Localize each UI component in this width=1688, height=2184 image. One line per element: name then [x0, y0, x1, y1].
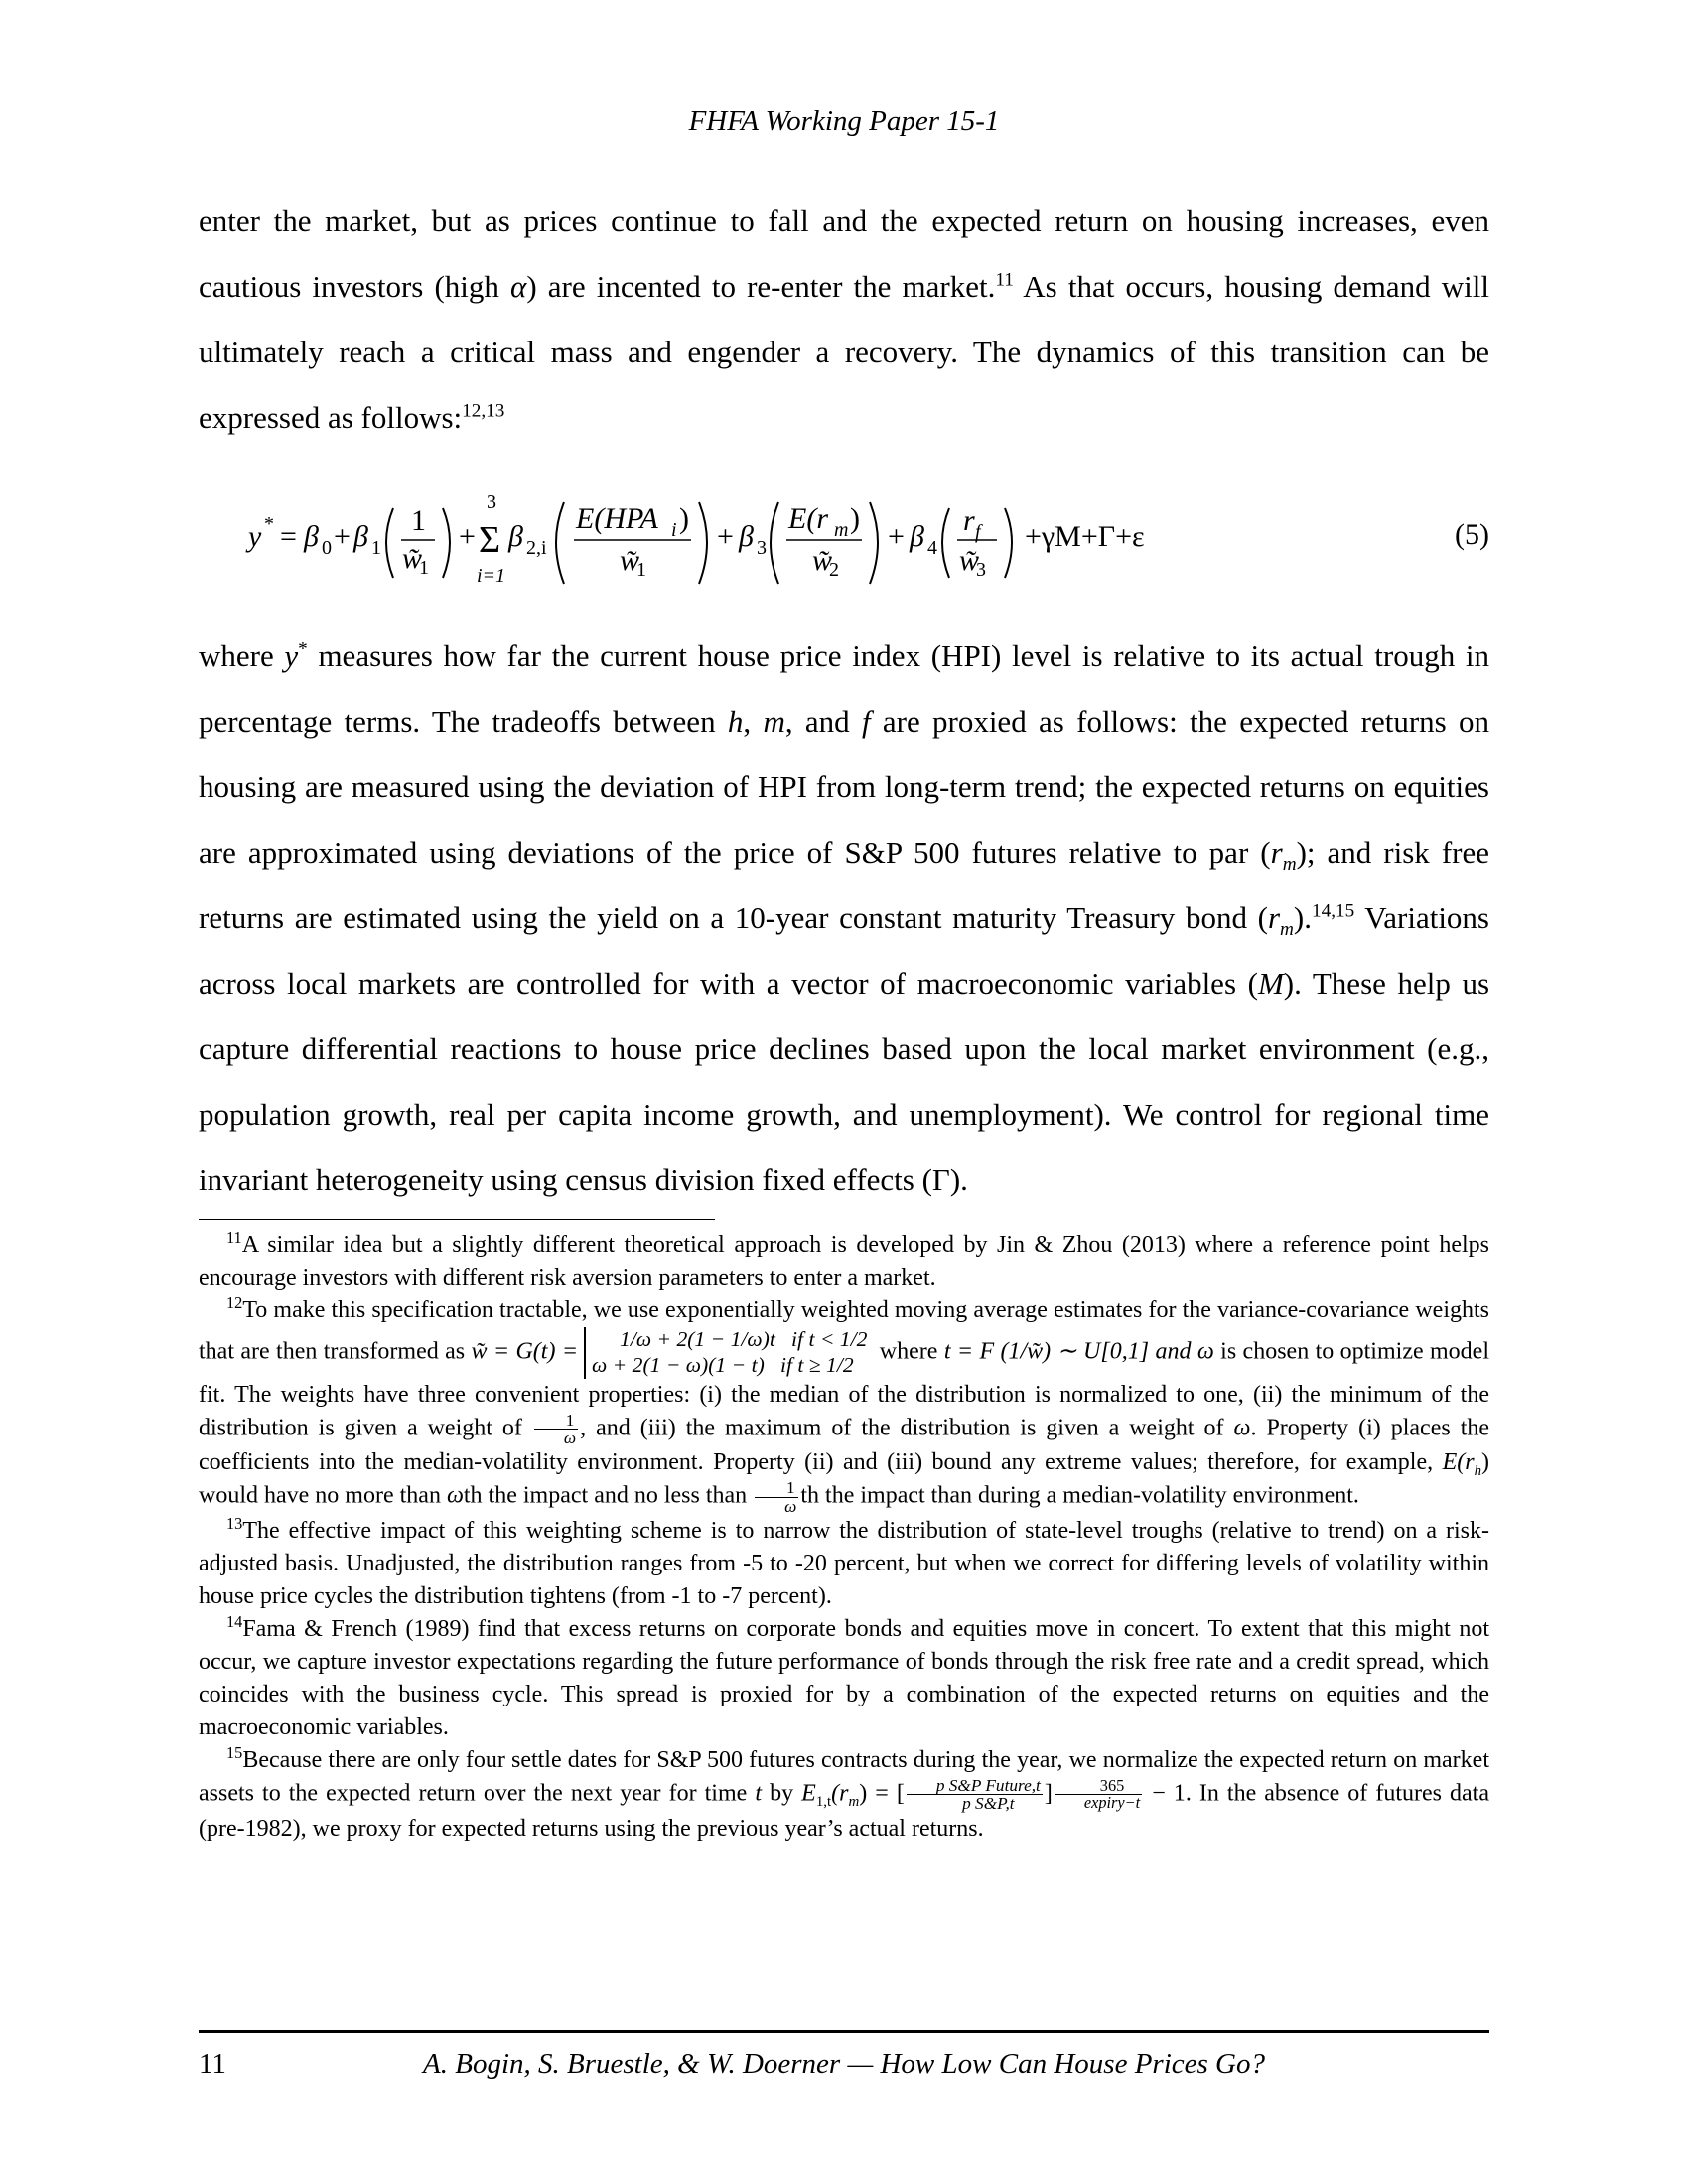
svg-text:1: 1	[411, 504, 426, 537]
right-paren	[1005, 508, 1012, 578]
svg-text:+: +	[459, 520, 476, 553]
footnote-separator	[199, 1219, 715, 1220]
svg-text:w̃: w̃	[812, 544, 833, 577]
svg-text:w̃: w̃	[959, 544, 980, 577]
svg-text:r: r	[963, 504, 975, 537]
svg-text:3: 3	[487, 491, 496, 513]
fraction-one-over-omega: $\frac{1}{\omega}$	[534, 1412, 578, 1447]
svg-text:w̃: w̃	[402, 542, 423, 575]
paragraph-2: where y* measures how far the current house price index (HPI) level is relative to its actual trough in percentage terms. The tradeoffs between h, m, and f are proxied as follows: the expected returns on housing are measured using the deviation of HPI from long-term trend; the expected returns on equities are approximated using deviations of the price of S&P 500 futures relative to par $(r_m)$; and risk free returns are estimated using the yield on a 10-year constant maturity Treasury bond $(r_m).^{14,15}$ Variations across local markets are controlled for with a vector of macroeconomic variables (M). These help us capture differential reactions to house price declines based upon the local market environment (e.g., population growth, real per capita income growth, and unemployment). We control for regional time invariant heterogeneity using census division fixed effects (Γ).	[199, 638, 1490, 1197]
svg-text:2,i: 2,i	[526, 537, 547, 559]
svg-text:β: β	[304, 520, 319, 553]
svg-text:+: +	[888, 520, 905, 553]
alpha-symbol: α	[510, 269, 527, 304]
svg-text:4: 4	[927, 537, 937, 559]
svg-text:*: *	[264, 513, 274, 535]
left-paren	[386, 508, 393, 578]
svg-text:β: β	[739, 520, 754, 553]
left-paren	[556, 502, 564, 584]
svg-text:1: 1	[371, 537, 381, 559]
right-paren	[443, 508, 450, 578]
svg-text:y: y	[248, 520, 262, 553]
svg-text:3: 3	[757, 537, 767, 559]
svg-text:m: m	[834, 519, 849, 541]
svg-text:i=1: i=1	[477, 565, 506, 587]
equation-number: (5)	[1455, 518, 1489, 551]
exponent-fraction: $\frac{365}{\text{expiry−t}}$	[1055, 1778, 1142, 1812]
svg-text:+: +	[717, 520, 734, 553]
right-paren	[870, 502, 878, 584]
svg-text:w̃: w̃	[620, 544, 640, 577]
running-footer: A. Bogin, S. Bruestle, & W. Doerner — How Low Can House Prices Go?	[423, 2048, 1265, 2080]
svg-text:E(HPA: E(HPA	[576, 502, 658, 535]
footnote-ref-14-15[interactable]: 14,15	[1311, 900, 1355, 922]
fraction-futures-price: $\frac{\text{p S\&P Future,t}}{\text{p S\&P,t}}$	[907, 1777, 1043, 1813]
svg-text:): )	[679, 502, 689, 535]
equation-5	[199, 486, 1489, 596]
svg-text:=: =	[280, 520, 297, 553]
running-header: FHFA Working Paper 15-1	[688, 105, 1000, 137]
svg-text:+: +	[334, 520, 351, 553]
left-paren	[942, 508, 949, 578]
fraction-one-over-omega: $\frac{1}{\omega}$	[755, 1479, 798, 1515]
svg-text:1: 1	[636, 559, 646, 581]
svg-text:1: 1	[419, 557, 429, 579]
page-number: 11	[199, 2048, 226, 2080]
footnote-11: $^{11}$A similar idea but a slightly different theoretical approach is developed by Jin & Zhou (2013) where a reference point helps encourage investors with different risk aversion parameters to enter a market.	[199, 1228, 1489, 1291]
footnote-ref-12-13[interactable]: 12,13	[462, 400, 505, 422]
footnote-14: $^{14}$Fama & French (1989) find that excess returns on corporate bonds and equities move in concert. To extent that this might not occur, we capture investor expectations regarding the future performance of bonds through the risk free rate and a credit spread, which coincides with the business cycle. This spread is proxied for by a combination of the expected returns on equities and the macroeconomic variables.	[199, 1611, 1489, 1740]
equation-graphic	[199, 486, 1420, 596]
svg-text:i: i	[671, 519, 677, 541]
svg-text:β: β	[910, 520, 924, 553]
footnote-12: $^{12}$To make this specification tractable, we use exponentially weighted moving average estimates for the variance-covariance weights that are then transformed as w̃ = G(t) = 1/ω + 2(1 − 1/ω)t if t < 1/2 ω + 2(1 − ω)(1 − t) if t ≥ 1/2 where t = F (1/w̃) ∼ U[0,1] and ω is chosen to optimize model fit. The weights have three convenient properties: (i) the median of the distribution is normalized to one, (ii) the minimum of the distribution is given a weight of $\frac{1}{\omega}$ , and (iii) the maximum of the distribution is given a weight of ω. Property (i) places the coefficients into the median-volatility environment. Property (ii) and (iii) bound any extreme values; therefore, for example, $E(r_h)$ would have no more than ωth the impact and no less than $\frac{1}{\omega}$ th the impact than during a median-volatility environment.	[199, 1294, 1490, 1516]
footnote-ref-11[interactable]: 11	[995, 269, 1014, 291]
footer-rule	[199, 2030, 1489, 2033]
svg-text:E(r: E(r	[788, 502, 828, 535]
right-paren	[699, 502, 707, 584]
svg-text:f: f	[975, 521, 981, 543]
summation-sign: Σ	[479, 519, 501, 561]
svg-text:β: β	[353, 520, 368, 553]
left-paren	[771, 502, 778, 584]
svg-text:β: β	[508, 520, 523, 553]
piecewise-function: 1/ω + 2(1 − 1/ω)t if t < 1/2 ω + 2(1 − ω)(1 − t) if t ≥ 1/2	[584, 1327, 867, 1379]
footnote-15: $^{15}$Because there are only four settle dates for S&P 500 futures contracts during the year, we normalize the expected return on market assets to the expected return over the next year for time t by $E_{1,t}(r_m)$ = [ $\frac{\text{p S\&P Future,t}}{\text{p S\&P,t}}$ ] $\frac{365}{\text{expiry−t}}$ − 1. In the absence of futures data (pre-1982), we proxy for expected returns using the previous year’s actual returns.	[199, 1742, 1489, 1842]
svg-text:+γM+Γ+ε: +γM+Γ+ε	[1025, 520, 1145, 553]
footnote-13: $^{13}$The effective impact of this weighting scheme is to narrow the distribution of state-level troughs (relative to trend) on a risk-adjusted basis. Unadjusted, the distribution ranges from -5 to -20 percent, but when we correct for differing levels of volatility within house price cycles the distribution tightens (from -1 to -7 percent).	[199, 1513, 1489, 1609]
svg-text:): )	[850, 502, 860, 535]
paragraph-1: enter the market, but as prices continue to fall and the expected return on housing increases, even cautious investors (high α) are incented to re-enter the market.$^{11}$ As that occurs, housing demand will ultimately reach a critical mass and engender a recovery. The dynamics of this transition can be expressed as follows:$^{12,13}$	[199, 204, 1489, 435]
footnotes	[199, 1229, 1489, 1845]
svg-text:0: 0	[322, 537, 332, 559]
svg-text:3: 3	[976, 559, 986, 581]
svg-text:2: 2	[829, 559, 839, 581]
